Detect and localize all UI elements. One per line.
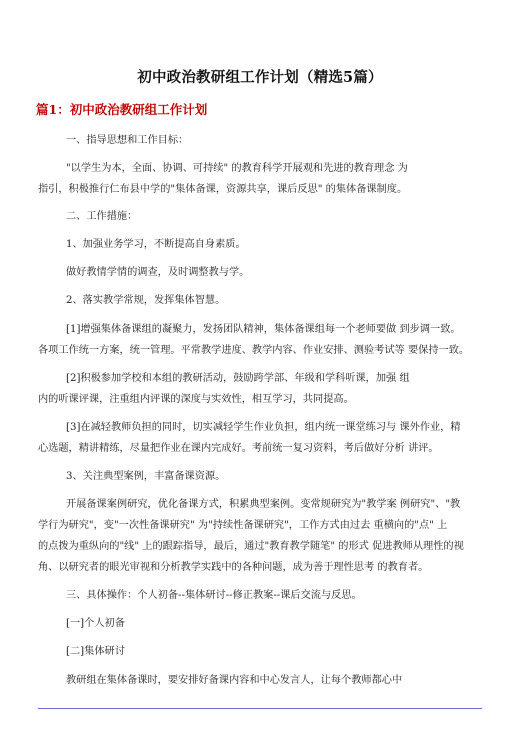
paragraph-line: 指引，积极推行仁布县中学的"集体备课，资源共享，课后反思" 的集体备课制度。 <box>38 184 408 195</box>
paragraph-line: "以学生为本，全面、协调、可持续" 的教育科学开展观和先进的教育理念 为 <box>66 163 408 174</box>
paragraph-line: 角、以研究者的眼光审视和分析教学实践中的各种问题，成为善于理性思考 的教育者。 <box>38 562 429 573</box>
section-heading: 篇1：初中政治教研组工作计划 <box>36 102 208 117</box>
heading-measures: 二、工作措施： <box>66 211 138 222</box>
paragraph-line: 各项工作统一方案，统一管理。平常教学进度、教学内容、作业安排、测验考试等 要保持一致。 <box>38 345 470 356</box>
paragraph-line: 心选题，精讲精练，尽量把作业在课内完成好。考前统一复习资料，考后做好分析 讲评。 <box>38 443 439 454</box>
paragraph-line: [1]增强集体备课组的凝聚力，发扬团队精神，集体备课组每一个老师要做 到步调一致。 <box>66 324 461 335</box>
paragraph-line: 做好教情学情的调查，及时调整教与学。 <box>66 267 250 278</box>
document-title: 初中政治教研组工作计划（精选5篇） <box>137 69 383 86</box>
paragraph-line: 的点拨为重纵向的"线" 上的跟踪指导，最后，通过"教育教学随笔" 的形式 促进教师从理性的视 <box>38 541 464 552</box>
footer-divider <box>38 708 482 709</box>
heading-guiding-ideology: 一、指导思想和工作目标： <box>66 135 189 146</box>
paragraph-line: 教研组在集体备课时，要安排好备课内容和中心发言人，让每个教师都心中 <box>66 675 403 686</box>
paragraph-line: 开展备课案例研究，优化备课方式，积累典型案例。变常规研究为"教学案 例研究"、"教 <box>66 499 461 510</box>
paragraph-line: 学行为研究"，变"一次性备课研究" 为"持续性备课研究"，工作方式由过去 重横向的"点" 上 <box>38 520 448 531</box>
paragraph-line: 2、落实教学常规，发挥集体智慧。 <box>66 295 226 306</box>
paragraph-line: 1、加强业务学习，不断提高自身素质。 <box>66 239 246 250</box>
paragraph-line: [3]在减轻教师负担的同时，切实减轻学生作业负担，组内统一课堂练习与 课外作业，精 <box>66 422 461 433</box>
paragraph-line: [2]积极参加学校和本组的教研活动，鼓励跨学部、年级和学科听课，加强 组 <box>66 373 410 384</box>
paragraph-line: 内的听课评课，注重组内评课的深度与实效性，相互学习，共同提高。 <box>38 394 354 405</box>
heading-operations: 三、具体操作：个人初备--集体研讨--修正教案--课后交流与反思。 <box>66 590 362 601</box>
subheading-group-discussion: [二]集体研讨 <box>66 646 125 657</box>
paragraph-line: 3、关注典型案例，丰富备课资源。 <box>66 471 226 482</box>
subheading-personal-prep: [一]个人初备 <box>66 618 125 629</box>
